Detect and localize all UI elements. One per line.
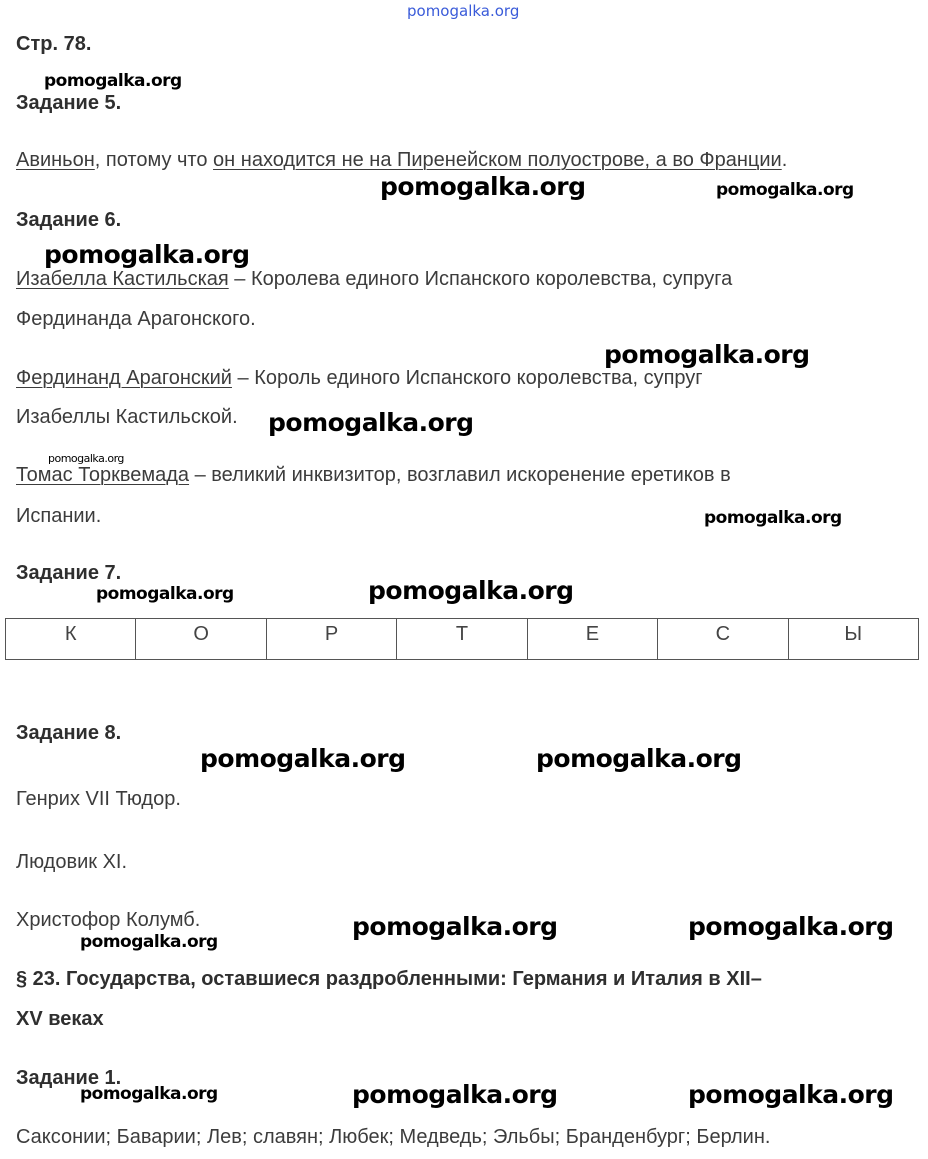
task8-item: Людовик XI. <box>16 851 128 873</box>
watermark: pomogalka.org <box>80 932 218 952</box>
task1-title: Задание 1. <box>16 1067 122 1089</box>
letter-cell: К <box>6 619 136 660</box>
watermark: pomogalka.org <box>352 1080 558 1109</box>
task7-letter-grid <box>5 618 919 660</box>
task6-definition: – великий инквизитор, возглавил искоренение еретиков в <box>189 464 731 486</box>
task1-answer: Саксонии; Баварии; Лев; славян; Любек; Медведь; Эльбы; Бранденбург; Берлин. <box>16 1126 771 1148</box>
task5-period: . <box>781 149 788 171</box>
watermark: pomogalka.org <box>80 1084 218 1104</box>
watermark: pomogalka.org <box>368 576 574 605</box>
task7-letter-row <box>6 619 919 660</box>
letter-cell: Р <box>266 619 396 660</box>
task6-definition: – Король единого Испанского королевства, супруг <box>231 367 703 389</box>
letter-cell: О <box>136 619 266 660</box>
letter-cell: Е <box>527 619 657 660</box>
task5-reason: он находится не на Пиренейском полуострове, а во Франции <box>213 149 782 171</box>
watermark: pomogalka.org <box>44 71 182 91</box>
task6-definition-cont: Фердинанда Арагонского. <box>16 308 256 330</box>
watermark: pomogalka.org <box>352 912 558 941</box>
watermark: pomogalka.org <box>380 172 586 201</box>
task6-entry-line <box>16 464 731 487</box>
task6-definition: – Королева единого Испанского королевства, супруга <box>228 268 733 290</box>
task6-title: Задание 6. <box>16 209 122 231</box>
task6-entry-line <box>16 367 703 390</box>
watermark: pomogalka.org <box>200 744 406 773</box>
watermark: pomogalka.org <box>268 408 474 437</box>
task6-term: Томас Торквемада <box>16 464 190 486</box>
watermark: pomogalka.org <box>688 912 894 941</box>
task5-connector: , потому что <box>94 149 214 171</box>
task7-title: Задание 7. <box>16 562 122 584</box>
watermark: pomogalka.org <box>688 1080 894 1109</box>
task6-entry-line <box>16 268 732 291</box>
task8-title: Задание 8. <box>16 722 122 744</box>
letter-cell: Ы <box>788 619 918 660</box>
section-title: § 23. Государства, оставшиеся раздробленными: Германия и Италия в XII– <box>16 968 762 990</box>
task5-title: Задание 5. <box>16 92 122 114</box>
watermark: pomogalka.org <box>604 340 810 369</box>
watermark: pomogalka.org <box>704 508 842 528</box>
section-title-cont: XV веках <box>16 1008 104 1030</box>
watermark-top: pomogalka.org <box>407 2 520 20</box>
task5-answer: Авиньон <box>16 149 95 171</box>
watermark: pomogalka.org <box>716 180 854 200</box>
task6-term: Фердинанд Арагонский <box>16 367 232 389</box>
watermark: pomogalka.org <box>96 584 234 604</box>
watermark: pomogalka.org <box>48 452 124 465</box>
task8-item: Генрих VII Тюдор. <box>16 788 181 810</box>
page-reference: Стр. 78. <box>16 33 92 55</box>
task6-definition-cont: Изабеллы Кастильской. <box>16 406 238 428</box>
task6-term: Изабелла Кастильская <box>16 268 229 290</box>
task8-item: Христофор Колумб. <box>16 909 201 931</box>
letter-cell: Т <box>397 619 527 660</box>
letter-cell: С <box>658 619 788 660</box>
task6-definition-cont: Испании. <box>16 505 102 527</box>
watermark: pomogalka.org <box>44 240 250 269</box>
task5-answer-line <box>16 149 787 172</box>
watermark: pomogalka.org <box>536 744 742 773</box>
